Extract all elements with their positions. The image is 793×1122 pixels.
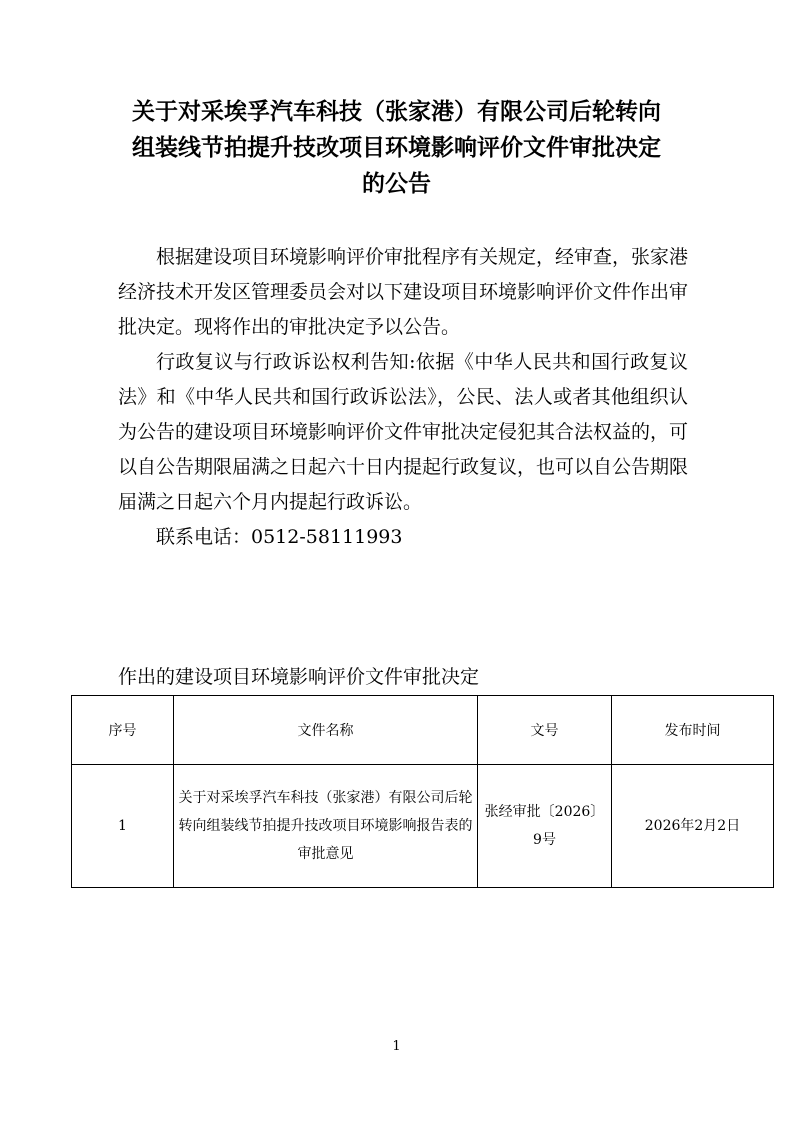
table-header-row bbox=[72, 696, 774, 765]
cell-publish-date: 2026年2月2日 bbox=[612, 765, 774, 888]
cell-no: 1 bbox=[72, 765, 174, 888]
title-line-3: 的公告 bbox=[362, 171, 431, 197]
header-publish-date: 发布时间 bbox=[612, 696, 774, 765]
table-row bbox=[72, 765, 774, 888]
paragraph-approval-notice: 根据建设项目环境影响评价审批程序有关规定，经审查，张家港经济技术开发区管理委员会对以下建设项目环境影响评价文件作出审批决定。现将作出的审批决定予以公告。 bbox=[118, 246, 689, 338]
paragraph-contact-phone: 联系电话：0512-58111993 bbox=[156, 526, 403, 548]
header-no: 序号 bbox=[72, 696, 174, 765]
cell-file-name: 关于对采埃孚汽车科技（张家港）有限公司后轮转向组装线节拍提升技改项目环境影响报告表的审批意见 bbox=[174, 765, 478, 888]
paragraph-rights-notice: 行政复议与行政诉讼权利告知:依据《中华人民共和国行政复议法》和《中华人民共和国行政诉讼法》，公民、法人或者其他组织认为公告的建设项目环境影响评价文件审批决定侵犯其合法权益的，可以自公告期限届满之日起六十日内提起行政复议，也可以自公告期限届满之日起六个月内提起行政诉讼。 bbox=[118, 351, 689, 513]
title-line-1: 关于对采埃孚汽车科技（张家港）有限公司后轮转向 bbox=[132, 99, 661, 125]
cell-doc-number: 张经审批〔2026〕9号 bbox=[478, 765, 612, 888]
announcement-body bbox=[118, 240, 688, 555]
table-caption: 作出的建设项目环境影响评价文件审批决定 bbox=[118, 666, 480, 688]
header-doc-number: 文号 bbox=[478, 696, 612, 765]
document-title bbox=[110, 94, 683, 202]
page-number: 1 bbox=[392, 1039, 401, 1054]
header-file-name: 文件名称 bbox=[174, 696, 478, 765]
decisions-table bbox=[71, 695, 774, 888]
title-line-2: 组装线节拍提升技改项目环境影响评价文件审批决定 bbox=[132, 135, 661, 161]
